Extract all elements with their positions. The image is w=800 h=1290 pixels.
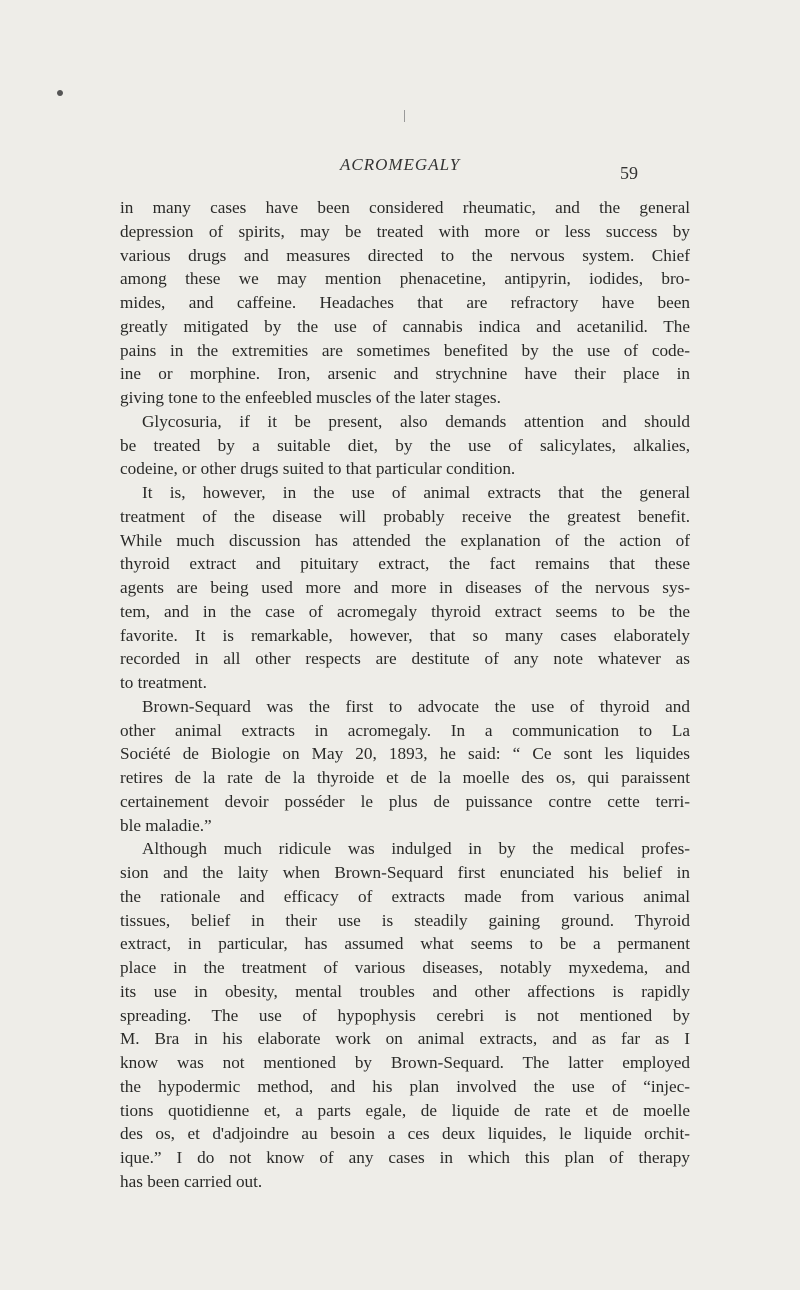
paragraph [120,196,690,410]
paragraph [120,837,690,1193]
text-line: depression of spirits, may be treated with more or less success by [120,221,690,241]
text-line: It is, however, in the use of animal extracts that the general [142,483,690,502]
text-line: tions quotidienne et, a parts egale, de liquide de rate et de moelle [120,1100,690,1120]
text-line: favorite. It is remarkable, however, that so many cases elaborately [120,625,690,645]
text-line: its use in obesity, mental troubles and other affections is rapidly [120,981,690,1001]
text-line: ique.” I do not know of any cases in which this plan of therapy [120,1148,690,1167]
text-line: certainement devoir posséder le plus de puissance contre cette terri- [120,791,690,811]
text-line: thyroid extract and pituitary extract, the fact remains that these [120,554,690,574]
text-line: know was not mentioned by Brown-Sequard. The latter employed [120,1053,690,1072]
text-line: the hypodermic method, and his plan involved the use of “injec- [120,1076,690,1096]
text-line: pains in the extremities are sometimes benefited by the use of code- [120,340,690,360]
text-line: be treated by a suitable diet, by the use of salicylates, alkalies, [120,435,690,455]
text-line: other animal extracts in acromegaly. In a communication to La [120,720,690,740]
text-line: the rationale and efficacy of extracts made from various animal [120,886,690,906]
paragraph [120,695,690,838]
text-line: among these we may mention phenacetine, antipyrin, iodides, bro- [120,269,690,289]
text-line: Société de Biologie on May 20, 1893, he said: “ Ce sont les liquides [120,744,690,764]
text-line: tem, and in the case of acromegaly thyroid extract seems to be the [120,601,690,621]
text-line: treatment of the disease will probably receive the greatest benefit. [120,506,690,526]
page-number: 59 [620,163,638,183]
text-line: Brown-Sequard was the first to advocate the use of thyroid and [142,696,690,716]
text-line: agents are being used more and more in diseases of the nervous sys- [120,578,690,597]
text-line: various drugs and measures directed to the nervous system. Chief [120,245,690,265]
text-line: sion and the laity when Brown-Sequard first enunciated his belief in [120,863,690,882]
paragraph [120,410,690,481]
text-line: place in the treatment of various diseases, notably myxedema, and [120,958,690,977]
body-text [120,196,690,1194]
text-line: tissues, belief in their use is steadily gaining ground. Thyroid [120,910,690,930]
text-line: recorded in all other respects are destitute of any note whatever as [120,649,690,669]
margin-spot [57,90,63,96]
text-line: des os, et d'adjoindre au besoin a ces deux liquides, le liquide orchit- [120,1124,690,1144]
text-line: retires de la rate de la thyroide et de la moelle des os, qui paraissent [120,768,690,787]
text-line: codeine, or other drugs suited to that particular condition. [120,459,516,479]
text-line: to treatment. [120,673,207,692]
text-line: in many cases have been considered rheumatic, and the general [120,198,690,217]
margin-tick [404,110,405,122]
text-line: mides, and caffeine. Headaches that are refractory have been [120,293,690,312]
running-title: ACROMEGALY [340,155,461,174]
paragraph [120,481,690,695]
text-line: greatly mitigated by the use of cannabis indica and acetanilid. The [120,316,690,336]
text-line: M. Bra in his elaborate work on animal extracts, and as far as I [120,1029,690,1049]
text-line: ine or morphine. Iron, arsenic and strychnine have their place in [120,364,690,384]
text-line: giving tone to the enfeebled muscles of the later stages. [120,388,501,407]
text-line: has been carried out. [120,1171,263,1191]
text-line: Glycosuria, if it be present, also demands attention and should [142,411,690,431]
text-line: extract, in particular, has assumed what seems to be a permanent [120,934,690,954]
text-line: Although much ridicule was indulged in by the medical profes- [142,839,690,859]
text-line: While much discussion has attended the explanation of the action of [120,530,690,550]
text-line: spreading. The use of hypophysis cerebri is not mentioned by [120,1005,690,1025]
text-line: ble maladie.” [120,815,212,835]
